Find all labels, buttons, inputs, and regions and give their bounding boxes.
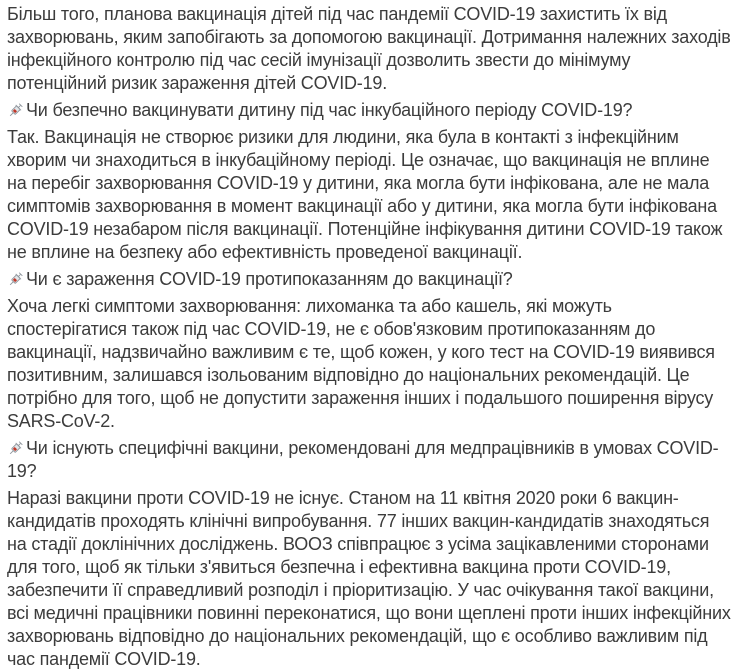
- faq-answer-3: Наразі вакцини проти COVID-19 не існує. Станом на 11 квітня 2020 роки 6 вакцин-кандидатів проходять клінічні випробування. 77 інших вакцин-кандидатів знаходяться на стадії доклінічних досліджень. ВООЗ співпрацює з усіма зацікавленими сторонами для того, щоб як тільки з'явиться безпечна і ефективна вакцина проти COVID-19, забезпечити її справедливий розподіл і пріоритизацію. У час очікування такої вакцини, всі медичні працівники повинні переконатися, що вони щеплені проти інших інфекційних захворювань відповідно до національних рекомендацій, що є особливо важливим під час пандемії COVID-19.: [7, 488, 731, 669]
- faq-question-text: Чи є зараження COVID-19 протипоказанням до вакцинації?: [26, 269, 513, 289]
- faq-answer-1: Так. Вакцинація не створює ризики для людини, яка була в контакті з інфекційним хворим чи знаходиться в інкубаційному періоді. Це означає, що вакцинація не вплине на перебіг захворювання COVID-19 у дитини, яка могла бути інфікована, але не мала симптомів захворювання в момент вакцинації або у дитини, яка могла бути інфікована COVID-19 незабаром після вакцинації. Потенційне інфікування дитини COVID-19 також не вплине на безпеку або ефективність проведеної вакцинації.: [7, 127, 723, 262]
- faq-question-1: [7, 99, 731, 122]
- faq-answer-2: Хоча легкі симптоми захворювання: лихоманка та або кашель, які можуть спостерігатися також під час COVID-19, не є обов'язковим протипоказанням до вакцинації, надзвичайно важливим є те, щоб кожен, у кого тест на COVID-19 виявився позитивним, залишався ізольованим відповідно до національних рекомендацій. Це потрібно для того, щоб не допустити зараження інших і подальшого поширення вірусу SARS-CoV-2.: [7, 296, 715, 431]
- faq-question-text: Чи існують специфічні вакцини, рекомендовані для медпрацівників в умовах COVID-19?: [7, 438, 719, 481]
- syringe-icon: [7, 270, 25, 288]
- faq-question-2: [7, 268, 731, 291]
- faq-question-text: Чи безпечно вакцинувати дитину під час інкубаційного періоду COVID-19?: [26, 100, 633, 120]
- syringe-icon: [7, 439, 25, 457]
- faq-question-3: [7, 437, 731, 483]
- paragraph-intro: Більш того, планова вакцинація дітей під час пандемії COVID-19 захистить їх від захворювань, яким запобігають за допомогою вакцинації. Дотримання належних заходів інфекційного контролю під час сесій імунізації дозволить звести до мінімуму потенційний ризик зараження дітей COVID-19.: [7, 4, 731, 93]
- syringe-icon: [7, 101, 25, 119]
